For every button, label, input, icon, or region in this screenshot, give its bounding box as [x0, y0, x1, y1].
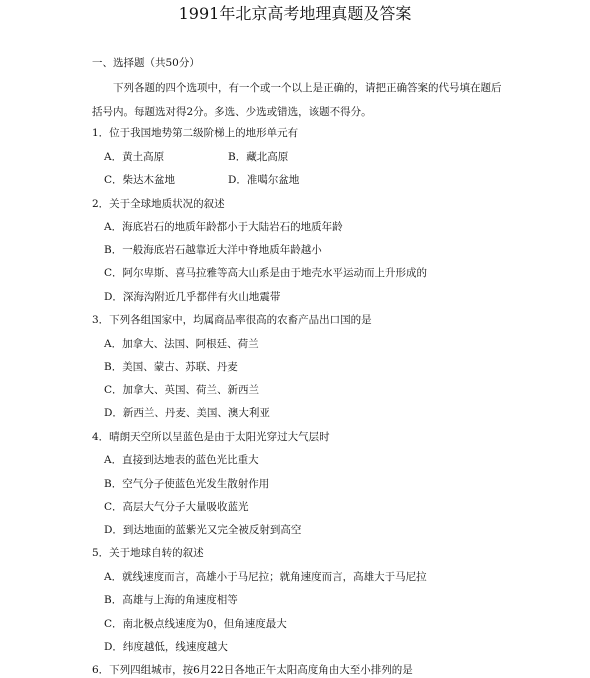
question-2-stem: 2．关于全球地质状况的叙述 — [92, 198, 225, 210]
question-3-stem: 3．下列各组国家中，均属商品率很高的农畜产品出口国的是 — [92, 314, 372, 326]
question-3-option-d: D．新西兰、丹麦、美国、澳大利亚 — [104, 407, 270, 419]
question-2-option-c: C．阿尔卑斯、喜马拉雅等高大山系是由于地壳水平运动而上升形成的 — [104, 267, 428, 279]
question-5-option-a: A．就线速度而言，高雄小于马尼拉；就角速度而言，高雄大于马尼拉 — [104, 571, 427, 583]
question-2-option-b: B．一般海底岩石越靠近大洋中脊地质年龄越小 — [104, 244, 322, 256]
question-3-option-a: A．加拿大、法国、阿根廷、荷兰 — [104, 338, 259, 350]
question-5-option-c: C．南北极点线速度为0，但角速度最大 — [104, 618, 287, 630]
question-6-stem: 6．下列四组城市，按6月22日各地正午太阳高度角由大至小排列的是 — [92, 664, 413, 676]
question-5-stem: 5．关于地球自转的叙述 — [92, 547, 204, 559]
section-header: 一、选择题（共50分） — [92, 57, 200, 69]
question-4-stem: 4．晴朗天空所以呈蓝色是由于太阳光穿过大气层时 — [92, 431, 330, 443]
question-2-option-d: D．深海沟附近几乎都伴有火山地震带 — [104, 291, 281, 303]
question-3-option-c: C．加拿大、英国、荷兰、新西兰 — [104, 384, 260, 396]
question-1-option-a: A．黄土高原 — [104, 151, 165, 163]
question-1-option-d: D．准噶尔盆地 — [228, 174, 300, 186]
question-1-stem: 1．位于我国地势第二级阶梯上的地形单元有 — [92, 127, 299, 139]
document-title: 1991年北京高考地理真题及答案 — [178, 4, 412, 23]
question-3-option-b: B．美国、蒙古、苏联、丹麦 — [104, 361, 238, 373]
question-2-option-a: A．海底岩石的地质年龄都小于大陆岩石的地质年龄 — [104, 221, 343, 233]
question-5-option-d: D．纬度越低，线速度越大 — [104, 641, 228, 653]
question-4-option-d: D．到达地面的蓝紫光又完全被反射到高空 — [104, 524, 302, 536]
question-1-option-c: C．柴达木盆地 — [104, 174, 176, 186]
question-4-option-a: A．直接到达地表的蓝色光比重大 — [104, 454, 259, 466]
question-4-option-b: B．空气分子使蓝色光发生散射作用 — [104, 478, 270, 490]
question-5-option-b: B．高雄与上海的角速度相等 — [104, 594, 238, 606]
instructions-paragraph: 下列各题的四个选项中，有一个或一个以上是正确的，请把正确答案的代号填在题后括号内。每题选对得2分。多选、少选或错选，该题不得分。 — [92, 82, 502, 118]
question-1-option-b: B．藏北高原 — [228, 151, 289, 163]
question-4-option-c: C．高层大气分子大量吸收蓝光 — [104, 501, 249, 513]
